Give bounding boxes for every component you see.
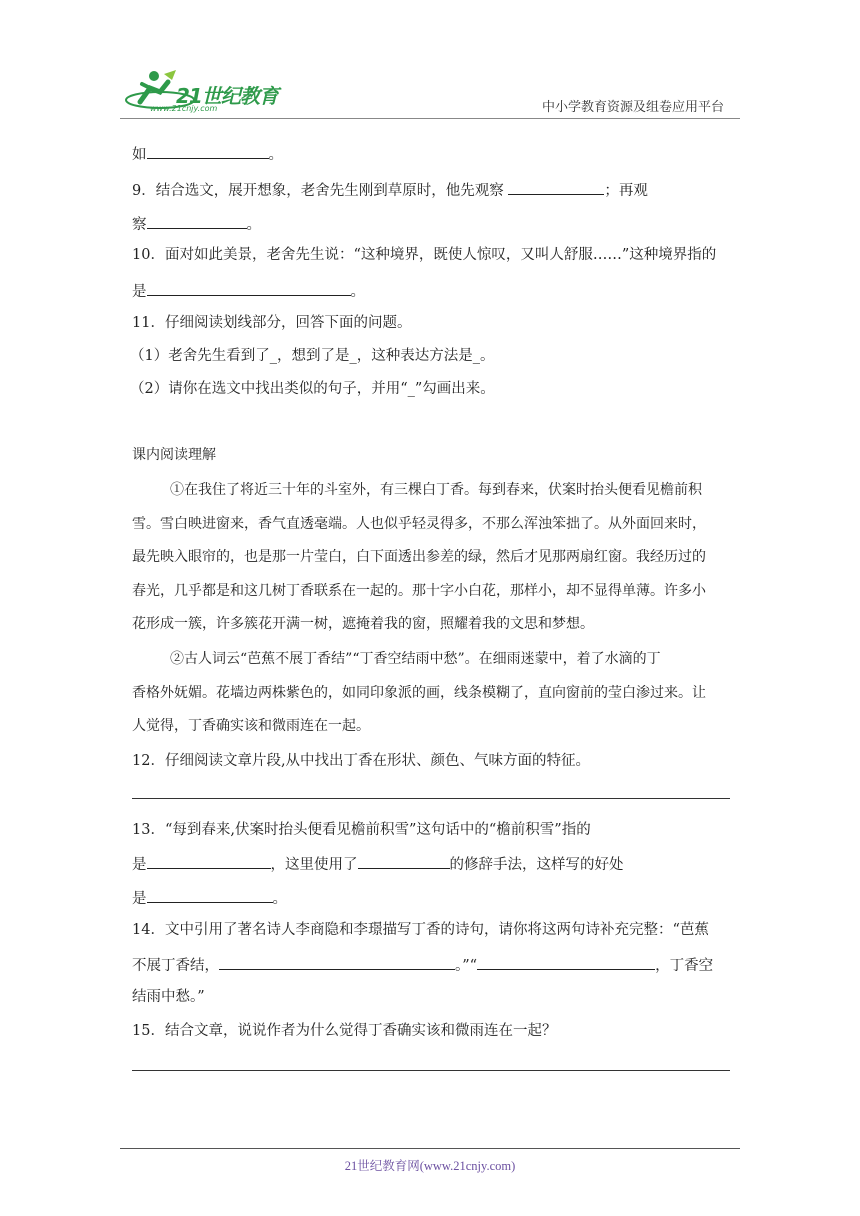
q14-line-2: 不展丁香结， 。”“ ，丁香空 [132,953,713,976]
header-platform-text: 中小学教育资源及组卷应用平台 [541,100,724,115]
answer-blank[interactable] [147,852,271,869]
answer-blank[interactable] [147,279,351,296]
answer-blank[interactable] [147,886,273,903]
footer-text: 21世纪教育网(www.21cnjy.com) [344,1159,516,1173]
section-title: 课内阅读理解 [132,447,216,463]
answer-blank[interactable] [219,953,455,970]
q10-line-2: 是 。 [132,279,365,302]
logo-url: www.21cnjy.com [150,104,218,113]
q8-tail-text: 如 [132,147,147,163]
footer-divider [120,1148,740,1149]
logo-text: 21世纪教育 [176,84,278,108]
q15-text: 15．结合文章，说说作者为什么觉得丁香确实该和微雨连在一起？ [132,1023,557,1039]
passage-line: 香格外妩媚。花墙边两株紫色的，如同印象派的画，线条模糊了，直向窗前的莹白渗过来。让 [132,685,706,701]
passage-line: 人觉得，丁香确实该和微雨连在一起。 [132,718,370,734]
q10-line-1: 10．面对如此美景，老舍先生说：“这种境界，既使人惊叹，又叫人舒服……”这种境界指的 [132,247,717,263]
q12-text: 12．仔细阅读文章片段,从中找出丁香在形状、颜色、气味方面的特征。 [132,753,591,769]
q15-answer-line[interactable] [132,1070,730,1071]
answer-blank[interactable] [358,852,450,869]
q13-line-3: 是 。 [132,886,287,909]
passage-line: 最先映入眼帘的，也是那一片莹白，白下面透出参差的绿，然后才见那两扇红窗。我经历过的 [132,549,706,565]
passage-line: 雪。雪白映进窗来，香气直透毫端。人也似乎轻灵得多，不那么浑浊笨拙了。从外面回来时， [132,516,706,532]
header-divider [120,118,740,119]
q9-line-1: 9．结合选文，展开想象，老舍先生刚到草原时，他先观察 ；再观 [132,178,648,201]
q11-sub-1: （1）老舍先生看到了_，想到了是_，这种表达方法是_。 [130,348,495,364]
q8-tail-line: 如 。 [132,142,283,165]
q13-line-2: 是 ，这里使用了 的修辞手法，这样写的好处 [132,852,624,875]
q11-sub-2: （2）请你在选文中找出类似的句子，并用“_”勾画出来。 [130,381,495,397]
passage-line: 春光，几乎都是和这几树丁香联系在一起的。那十字小白花，那样小，却不显得单薄。许多小 [132,583,706,599]
answer-blank[interactable] [147,142,269,159]
q9-line-2: 察 。 [132,212,261,235]
answer-blank[interactable] [147,212,247,229]
q12-answer-line[interactable] [132,798,730,799]
answer-blank[interactable] [508,178,604,195]
q14-line-3: 结雨中愁。” [132,989,205,1005]
passage-line: ①在我住了将近三十年的斗室外，有三棵白丁香。每到春来，伏案时抬头便看见檐前积 [170,482,702,498]
passage-line: ②古人词云“芭蕉不展丁香结”“丁香空结雨中愁”。在细雨迷蒙中，着了水滴的丁 [170,651,661,667]
q9-question-text: 9．结合选文，展开想象，老舍先生刚到草原时，他先观察 [132,183,509,199]
q13-line-1: 13．“每到春来,伏案时抬头便看见檐前积雪”这句话中的“檐前积雪”指的 [132,822,591,838]
answer-blank[interactable] [477,953,655,970]
q11-text: 11．仔细阅读划线部分，回答下面的问题。 [132,315,412,331]
site-logo [120,66,300,116]
passage-line: 花形成一簇，许多簇花开满一树，遮掩着我的窗，照耀着我的文思和梦想。 [132,616,594,632]
q14-line-1: 14．文中引用了著名诗人李商隐和李璟描写丁香的诗句，请你将这两句诗补充完整：“芭蕉 [132,922,709,938]
